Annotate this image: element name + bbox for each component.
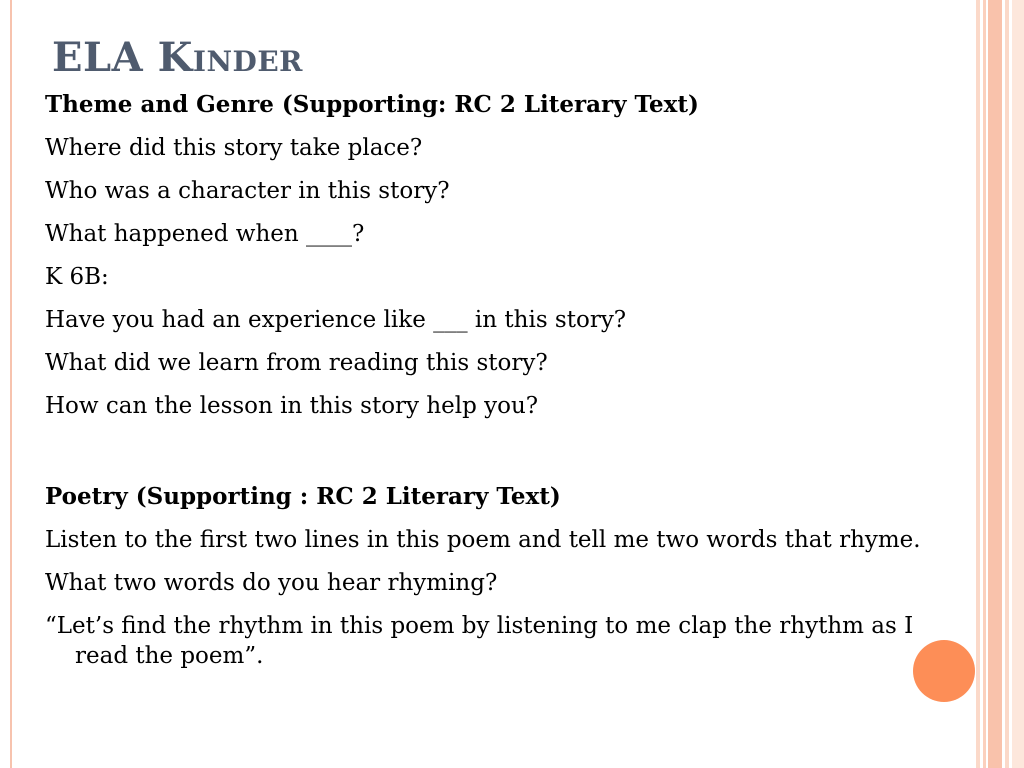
section-spacer [45,434,945,482]
bullet-line: How can the lesson in this story help you? [45,393,539,419]
left-border-rule [10,0,12,768]
right-stripe [976,0,980,768]
bullet-line: “Let’s find the rhythm in this poem by listening to me clap the rhythm as I read the poem”. [45,613,914,669]
bullet-line: Where did this story take place? [45,135,423,161]
right-stripe [983,0,986,768]
slide-body [45,90,945,684]
section-heading-poetry: Poetry (Supporting : RC 2 Literary Text) [45,483,561,510]
bullet-line: Listen to the first two lines in this poem and tell me two words that rhyme. [45,527,921,553]
bullet-line: What happened when ____? [45,221,365,247]
bullet-line: What two words do you hear rhyming? [45,570,498,596]
bullet-line: What did we learn from reading this story? [45,350,548,376]
right-stripe [988,0,1002,768]
right-stripe [1005,0,1009,768]
bullet-line: Have you had an experience like ___ in this story? [45,307,627,333]
section-heading-theme-genre: Theme and Genre (Supporting: RC 2 Literary Text) [45,91,699,118]
bullet-line: Who was a character in this story? [45,178,450,204]
bullet-line: K 6B: [45,264,109,290]
decorative-orange-circle [913,640,975,702]
right-stripe [1012,0,1024,768]
slide-title: ELA Kinder [52,34,303,81]
